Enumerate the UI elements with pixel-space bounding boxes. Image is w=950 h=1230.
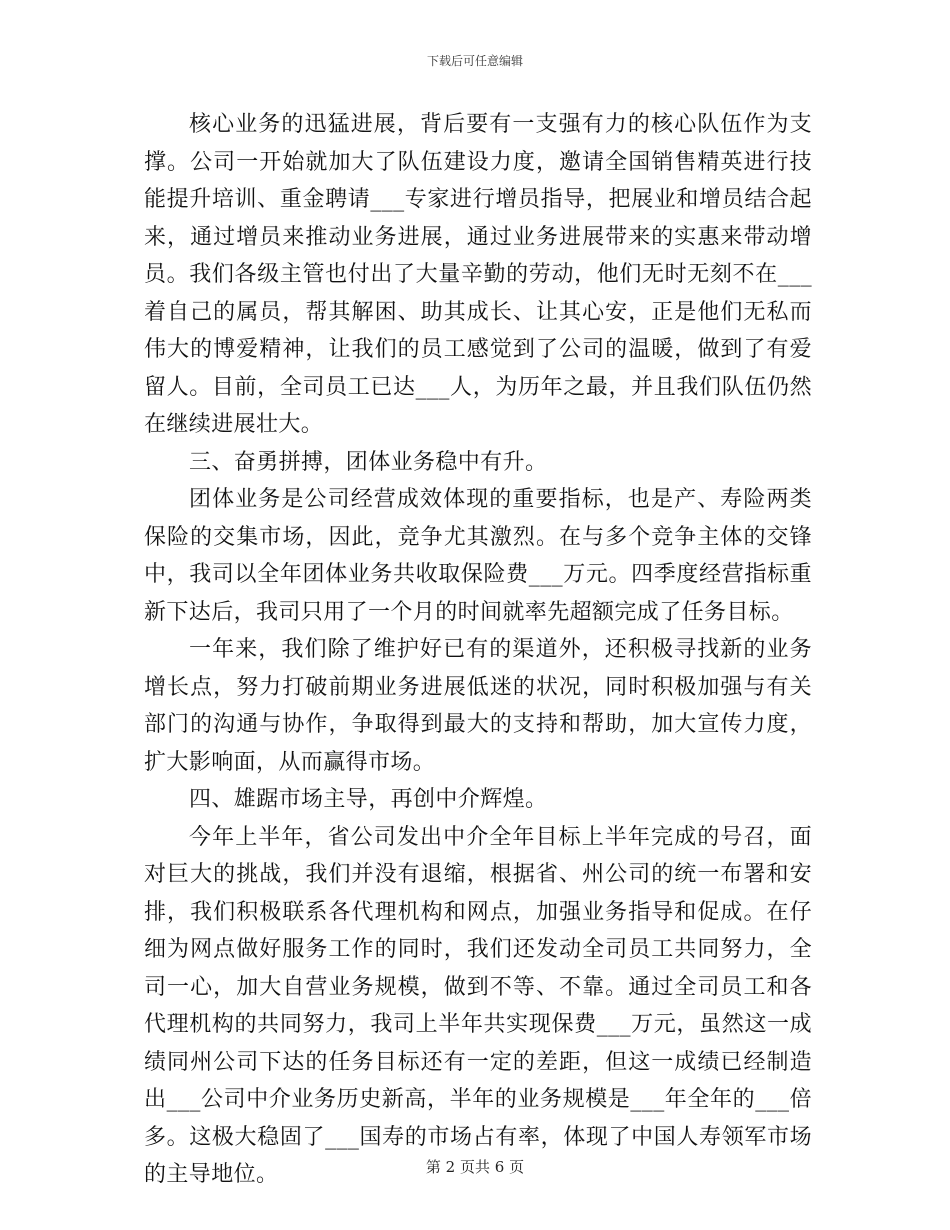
page-footer: 第 2 页共 6 页 bbox=[425, 1158, 525, 1176]
paragraph-new-growth: 一年来，我们除了维护好已有的渠道外，还积极寻找新的业务增长点，努力打破前期业务进展低迷的状况，同时积极加强与有关部门的沟通与协作，争取得到最大的支持和帮助，加大宣传力度，扩大影响面，从而赢得市场。 bbox=[144, 637, 812, 775]
paragraph-group-business: 团体业务是公司经营成效体现的重要指标，也是产、寿险两类保险的交集市场，因此，竞争尤其激烈。在与多个竞争主体的交锋中，我司以全年团体业务共收取保险费___万元。四季度经营指标重新下达后，我司只用了一个月的时间就率先超额完成了任务目标。 bbox=[144, 487, 812, 625]
document-body bbox=[144, 106, 812, 1194]
section-heading-intermediary: 四、雄踞市场主导，再创中介辉煌。 bbox=[189, 787, 548, 812]
paragraph-team-building: 核心业务的迅猛进展，背后要有一支强有力的核心队伍作为支撑。公司一开始就加大了队伍建设力度，邀请全国销售精英进行技能提升培训、重金聘请___专家进行增员指导，把展业和增员结合起来，通过增员来推动业务进展，通过业务进展带来的实惠来带动增员。我们各级主管也付出了大量辛勤的劳动，他们无时无刻不在___着自己的属员，帮其解困、助其成长、让其心安，正是他们无私而伟大的博爱精神，让我们的员工感觉到了公司的温暖，做到了有爱留人。目前，全司员工已达___人，为历年之最，并且我们队伍仍然在继续进展壮大。 bbox=[144, 112, 812, 437]
page-header: 下载后可任意编辑 bbox=[426, 54, 523, 68]
paragraph-intermediary: 今年上半年，省公司发出中介全年目标上半年完成的号召，面对巨大的挑战，我们并没有退缩，根据省、州公司的统一布署和安排，我们积极联系各代理机构和网点，加强业务指导和促成。在仔细为网点做好服务工作的同时，我们还发动全司员工共同努力，全司一心，加大自营业务规模，做到不等、不靠。通过全司员工和各代理机构的共同努力，我司上半年共实现保费___万元，虽然这一成绩同州公司下达的任务目标还有一定的差距，但这一成绩已经制造出___公司中介业务历史新高，半年的业务规模是___年全年的___倍多。这极大稳固了___国寿的市场占有率，体现了中国人寿领军市场的主导地位。 bbox=[144, 824, 812, 1187]
section-heading-group-business: 三、奋勇拼搏，团体业务稳中有升。 bbox=[189, 449, 548, 475]
